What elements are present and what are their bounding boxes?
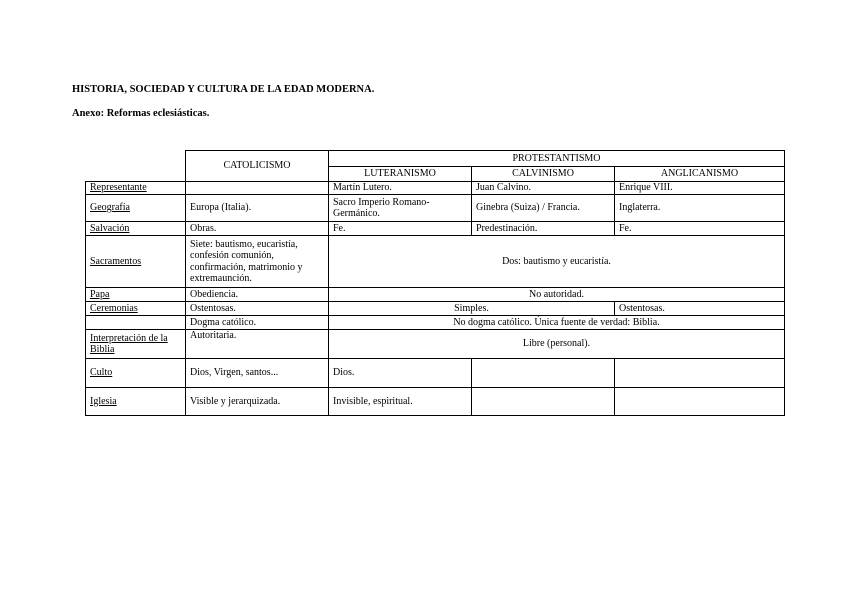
table-row bbox=[86, 182, 785, 195]
protestantismo-cell: No dogma católico. Única fuente de verdad: Biblia. bbox=[329, 316, 785, 330]
table-row bbox=[86, 359, 785, 388]
anglicanismo-cell: Enrique VIII. bbox=[615, 182, 785, 195]
row-label-cell: Culto bbox=[86, 359, 186, 388]
luteranismo-cell: Fe. bbox=[329, 222, 472, 236]
table-row bbox=[86, 388, 785, 416]
header-anglicanismo: ANGLICANISMO bbox=[615, 167, 785, 182]
calvinismo-cell bbox=[472, 388, 615, 416]
row-label-cell bbox=[86, 316, 186, 330]
catolicismo-cell: Siete: bautismo, eucaristía, confesión comunión, confirmación, matrimonio y extremaunción. bbox=[186, 236, 329, 288]
luteranismo-calvinismo-cell: Simples. bbox=[329, 302, 615, 316]
header-catolicismo: CATOLICISMO bbox=[186, 151, 329, 182]
table-row bbox=[86, 222, 785, 236]
document-subtitle: Anexo: Reformas eclesiásticas. bbox=[72, 108, 210, 119]
calvinismo-cell: Juan Calvino. bbox=[472, 182, 615, 195]
row-label-cell: Iglesia bbox=[86, 388, 186, 416]
anglicanismo-cell: Fe. bbox=[615, 222, 785, 236]
catolicismo-cell: Obediencia. bbox=[186, 288, 329, 302]
header-row-top bbox=[86, 151, 785, 167]
catolicismo-cell: Europa (Italia). bbox=[186, 195, 329, 222]
header-empty-cell bbox=[86, 151, 186, 182]
catolicismo-cell bbox=[186, 182, 329, 195]
anglicanismo-cell: Ostentosas. bbox=[615, 302, 785, 316]
catolicismo-cell: Dogma católico. bbox=[186, 316, 329, 330]
row-label-cell: Sacramentos bbox=[86, 236, 186, 288]
header-calvinismo: CALVINISMO bbox=[472, 167, 615, 182]
protestantismo-cell: Libre (personal). bbox=[329, 330, 785, 359]
table-row bbox=[86, 302, 785, 316]
row-label-cell: Ceremonias bbox=[86, 302, 186, 316]
calvinismo-cell: Ginebra (Suiza) / Francia. bbox=[472, 195, 615, 222]
luteranismo-cell: Dios. bbox=[329, 359, 472, 388]
calvinismo-cell: Predestinación. bbox=[472, 222, 615, 236]
luteranismo-cell: Invisible, espiritual. bbox=[329, 388, 472, 416]
row-label-cell: Geografía bbox=[86, 195, 186, 222]
table-row bbox=[86, 236, 785, 288]
row-label-cell: Interpretación de la Biblia bbox=[86, 330, 186, 359]
table-row bbox=[86, 316, 785, 330]
anglicanismo-cell bbox=[615, 359, 785, 388]
row-label-cell: Papa bbox=[86, 288, 186, 302]
luteranismo-cell: Martín Lutero. bbox=[329, 182, 472, 195]
table-row bbox=[86, 288, 785, 302]
row-label-cell: Salvación bbox=[86, 222, 186, 236]
catolicismo-cell: Autoritaria. bbox=[186, 330, 329, 359]
table-body bbox=[86, 151, 785, 416]
header-luteranismo: LUTERANISMO bbox=[329, 167, 472, 182]
catolicismo-cell: Visible y jerarquizada. bbox=[186, 388, 329, 416]
protestantismo-cell: Dos: bautismo y eucaristía. bbox=[329, 236, 785, 288]
row-label-cell: Representante bbox=[86, 182, 186, 195]
catolicismo-cell: Ostentosas. bbox=[186, 302, 329, 316]
table-row bbox=[86, 330, 785, 359]
protestantismo-cell: No autoridad. bbox=[329, 288, 785, 302]
reform-comparison-table bbox=[85, 150, 785, 416]
header-protestantismo: PROTESTANTISMO bbox=[329, 151, 785, 167]
document-title: HISTORIA, SOCIEDAD Y CULTURA DE LA EDAD MODERNA. bbox=[72, 84, 375, 95]
luteranismo-cell: Sacro Imperio Romano-Germánico. bbox=[329, 195, 472, 222]
catolicismo-cell: Dios, Virgen, santos... bbox=[186, 359, 329, 388]
anglicanismo-cell: Inglaterra. bbox=[615, 195, 785, 222]
catolicismo-cell: Obras. bbox=[186, 222, 329, 236]
calvinismo-cell bbox=[472, 359, 615, 388]
anglicanismo-cell bbox=[615, 388, 785, 416]
table-row bbox=[86, 195, 785, 222]
